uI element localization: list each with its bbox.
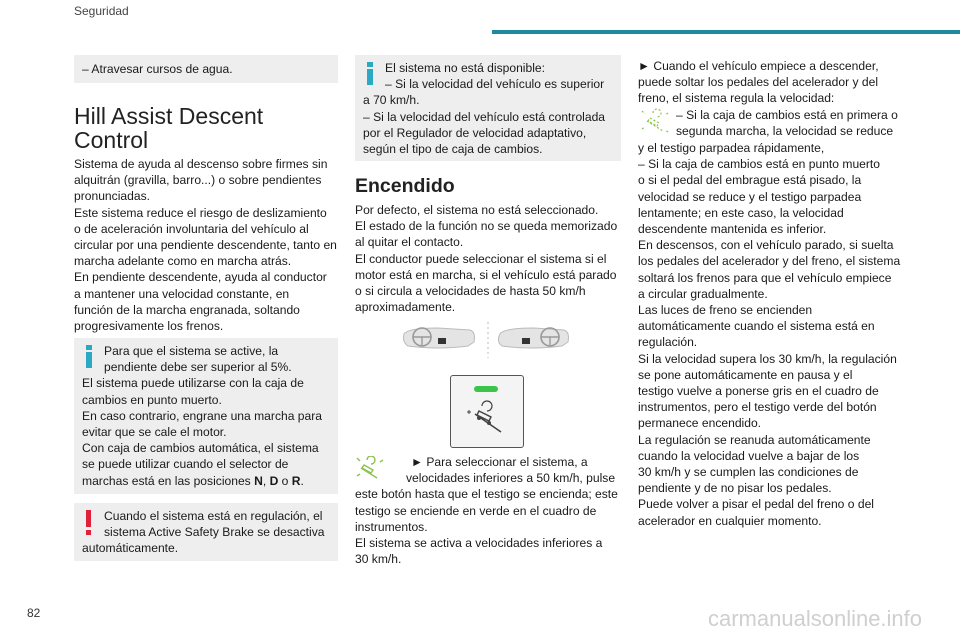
col3-line: testigo vuelve a ponerse gris en el cuadro de: [638, 384, 879, 399]
info-line: cambios en punto muerto.: [82, 392, 222, 407]
encendido-text: [355, 202, 625, 315]
info-line: se puede utilizar cuando el selector de: [82, 457, 289, 472]
info-line: – Si la velocidad del vehículo está controlada: [363, 109, 606, 124]
col3-line: Las luces de freno se encienden: [638, 303, 813, 318]
intro-line: circular por una pendiente descendente, tanto en: [74, 238, 337, 253]
col3-text-c: [638, 140, 910, 529]
col3-line: freno, el sistema regula la velocidad:: [638, 91, 835, 106]
col3-line: Puede volver a pisar el pedal del freno o del: [638, 497, 874, 512]
col3-line: los pedales del acelerador y del freno, el sistema: [638, 254, 901, 269]
info-line: El sistema no está disponible:: [385, 61, 545, 75]
intro-line: alquitrán (gravilla, barro...) o sobre pendientes: [74, 173, 322, 188]
col3-line: segunda marcha, la velocidad se reduce: [676, 124, 894, 139]
encendido-line: motor está en marcha, si el vehículo está parado: [355, 267, 617, 282]
intro-text: [74, 156, 342, 334]
intro-line: o de aceleración involuntaria del vehículo al: [74, 221, 309, 236]
hadc-button: [450, 375, 524, 448]
col3-line: – Si la caja de cambios está en primera o: [676, 108, 898, 122]
encendido-line: Por defecto, el sistema no está seleccionado.: [355, 203, 599, 217]
info-line: Para que el sistema se active, la: [104, 344, 279, 358]
page-title-line-1: Hill Assist Descent: [74, 103, 264, 129]
gear-positions-sep: ,: [262, 473, 270, 488]
col3-line: automáticamente cuando el sistema está en: [638, 319, 875, 334]
gear-positions-prefix: marchas está en las posiciones: [82, 473, 255, 488]
col3-line: pendiente y de no pisar los pedales.: [638, 481, 832, 496]
col3-line: instrumentos, pero el testigo verde del botón: [638, 400, 877, 415]
gear-positions-sep: o: [278, 473, 292, 488]
col3-line: 30 km/h y se cumplen las condiciones de: [638, 465, 859, 480]
col3-line: ► Cuando el vehículo empiece a descender,: [638, 59, 879, 73]
info-line: a 70 km/h.: [363, 93, 420, 108]
info-line: Con caja de cambios automática, el sistema: [82, 441, 319, 456]
warning-box: [74, 503, 338, 561]
col3-line: lentamente; en este caso, la velocidad: [638, 205, 844, 220]
info-line: evitar que se cale el motor.: [82, 425, 227, 440]
info-line: pendiente debe ser superior al 5%.: [104, 360, 292, 375]
warning-line: sistema Active Safety Brake se desactiva: [104, 525, 325, 540]
col3-line: se pone automáticamente en pausa y el: [638, 367, 853, 382]
encendido-line: al quitar el contacto.: [355, 235, 464, 250]
info-icon: [367, 62, 375, 86]
col3-line: regulación.: [638, 335, 698, 350]
dashboard-rhd-illustration: [498, 328, 568, 348]
info-line: según el tipo de caja de cambios.: [363, 142, 543, 157]
warning-line: automáticamente.: [82, 541, 179, 556]
note-box-top-text: – Atravesar cursos de agua.: [82, 62, 233, 76]
col3-line: – Si la caja de cambios está en punto muerto: [638, 157, 881, 172]
col3-line: o si el pedal del embrague está pisado, la: [638, 173, 862, 188]
header-accent-bar: [492, 30, 960, 34]
col3-line: y el testigo parpadea rápidamente,: [638, 141, 825, 155]
intro-line: En pendiente descendente, ayuda al conductor: [74, 270, 327, 285]
col3-line: permanece encendido.: [638, 416, 762, 431]
info-box-availability: [355, 55, 621, 161]
col3-line: descendente mantenida es inferior.: [638, 222, 827, 237]
encendido-line: El conductor puede seleccionar el sistema si el: [355, 251, 607, 266]
col3-line: Si la velocidad supera los 30 km/h, la regulación: [638, 351, 897, 366]
info-line: En caso contrario, engrane una marcha para: [82, 408, 323, 423]
col3-line: cuando la velocidad vuelve a bajar de los: [638, 448, 860, 463]
descent-control-icon: [465, 400, 509, 434]
gear-position-n: N: [254, 473, 263, 488]
col3-line: acelerador en cualquier momento.: [638, 513, 822, 528]
instruction-line: este botón hasta que el testigo se encienda; este: [355, 487, 618, 502]
intro-line: función de la marcha engranada, soltando: [74, 302, 300, 317]
page-number: 82: [27, 606, 41, 620]
info-icon: [86, 345, 94, 369]
info-box-conditions: [74, 338, 338, 494]
col3-text-b: [676, 107, 910, 139]
instruction-line: El sistema se activa a velocidades inferiores a: [355, 536, 603, 551]
encendido-line: El estado de la función no se queda memorizado: [355, 219, 618, 234]
info-line: – Si la velocidad del vehículo es superior: [385, 77, 605, 92]
intro-line: Este sistema reduce el riesgo de deslizamiento: [74, 205, 327, 220]
intro-line: pronunciadas.: [74, 189, 150, 204]
info-line-gear-positions: [82, 473, 330, 489]
intro-line: a mantener una velocidad constante, en: [74, 286, 290, 301]
instruction-line: 30 km/h.: [355, 552, 402, 567]
instruction-line: velocidades inferiores a 50 km/h, pulse: [406, 471, 616, 486]
intro-line: marcha adelante como en marcha atrás.: [74, 254, 292, 269]
page-title: [74, 104, 263, 152]
instruction-text: [355, 454, 627, 567]
intro-line: Sistema de ayuda al descenso sobre firmes sin: [74, 157, 328, 171]
col3-line: La regulación se reanuda automáticamente: [638, 432, 871, 447]
info-line: El sistema puede utilizarse con la caja de: [82, 376, 304, 391]
instruction-line: ► Para seleccionar el sistema, a: [411, 455, 588, 469]
col3-line: En descensos, con el vehículo parado, si suelta: [638, 238, 894, 253]
dashboard-lhd-illustration: [404, 328, 475, 348]
gear-position-r: R: [291, 473, 301, 488]
encendido-line: aproximadamente.: [355, 300, 456, 315]
watermark: carmanualsonline.info: [708, 606, 923, 631]
warning-line: Cuando el sistema está en regulación, el: [104, 509, 323, 523]
section-title: Seguridad: [74, 4, 129, 18]
button-green-lamp: [474, 386, 498, 392]
note-box-top: [74, 55, 338, 83]
gear-positions-suffix: .: [300, 473, 304, 488]
info-line: por el Regulador de velocidad adaptativo,: [363, 125, 587, 140]
col3-line: velocidad se reduce y el testigo parpadea: [638, 189, 862, 204]
col3-text-a: [638, 58, 910, 107]
instruction-line: testigo se enciende en verde en el cuadro de: [355, 503, 597, 518]
col3-line: puede soltar los pedales del acelerador y del: [638, 75, 879, 90]
dashboard-illustration: [398, 320, 574, 362]
section-heading-encendido: Encendido: [355, 175, 455, 197]
instruction-line: instrumentos.: [355, 519, 428, 534]
blinking-lamp-icon: [640, 108, 672, 136]
col3-line: a circular gradualmente.: [638, 286, 768, 301]
gear-position-d: D: [269, 473, 279, 488]
col3-line: soltará los frenos para que el vehículo empiece: [638, 270, 892, 285]
page-title-line-2: Control: [74, 127, 149, 153]
warning-icon: [86, 510, 94, 536]
encendido-line: o si circula a velocidades de hasta 50 km/h: [355, 284, 586, 299]
intro-line: progresivamente los frenos.: [74, 319, 224, 334]
